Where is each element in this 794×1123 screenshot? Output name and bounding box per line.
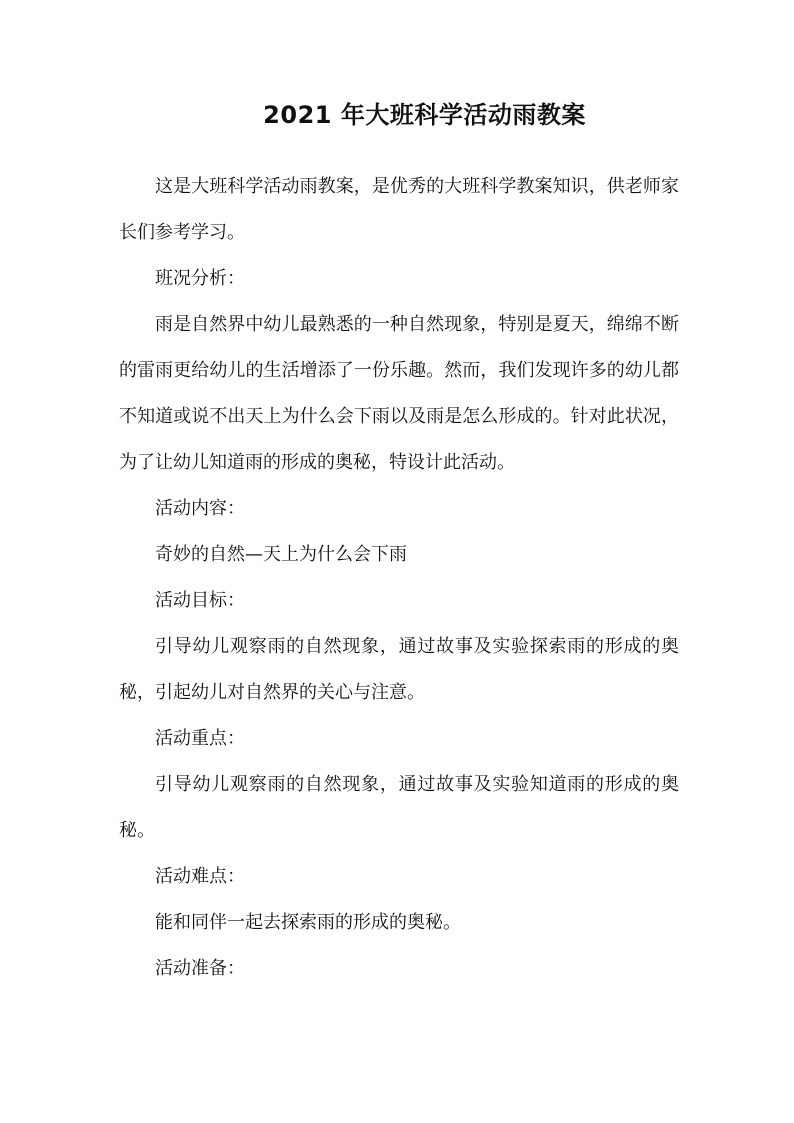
- section-heading-activity-goals: 活动目标：: [155, 590, 245, 611]
- intro-paragraph: 这是大班科学活动雨教案，是优秀的大班科学教案知识，供老师家长们参考学习。: [119, 176, 679, 243]
- key-points-paragraph: 引导幼儿观察雨的自然现象，通过故事及实验知道雨的形成的奥秘。: [119, 774, 679, 841]
- activity-content-paragraph: 奇妙的自然—天上为什么会下雨: [155, 544, 407, 565]
- section-heading-difficulties: 活动难点：: [155, 866, 245, 887]
- activity-goals-paragraph: 引导幼儿观察雨的自然现象，通过故事及实验探索雨的形成的奥秘，引起幼儿对自然界的关心与注意。: [119, 636, 679, 703]
- section-heading-key-points: 活动重点：: [155, 728, 245, 749]
- difficulties-paragraph: 能和同伴一起去探索雨的形成的奥秘。: [155, 912, 461, 933]
- class-analysis-paragraph: 雨是自然界中幼儿最熟悉的一种自然现象，特别是夏天，绵绵不断的雷雨更给幼儿的生活增添了一份乐趣。然而，我们发现许多的幼儿都不知道或说不出天上为什么会下雨以及雨是怎么形成的。针对此状况，为了让幼儿知道雨的形成的奥秘，特设计此活动。: [119, 314, 679, 473]
- document-title: 2021 年大班科学活动雨教案: [263, 101, 586, 129]
- section-heading-activity-content: 活动内容：: [155, 498, 245, 519]
- section-heading-preparation: 活动准备：: [155, 958, 245, 979]
- document-body: [119, 164, 679, 992]
- section-heading-class-analysis: 班况分析：: [155, 268, 245, 289]
